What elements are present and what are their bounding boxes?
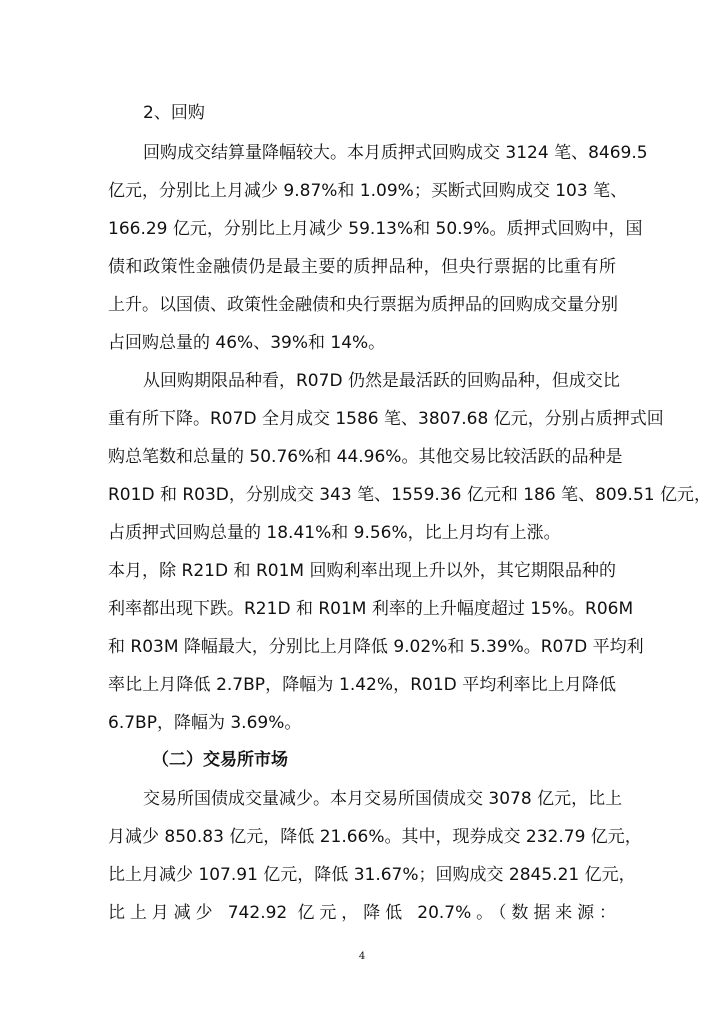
paragraph-3-line: 6.7BP，降幅为 3.69%。	[108, 713, 302, 733]
page-number: 4	[358, 951, 366, 962]
paragraph-2-line: 重有所下降。R07D 全月成交 1586 笔、3807.68 亿元，分别占质押式回	[108, 409, 664, 429]
paragraph-1-line: 上升。以国债、政策性金融债和央行票据为质押品的回购成交量分别	[108, 295, 618, 315]
paragraph-4-line: 比上月减少 742.92 亿元，降低 20.7%。（数据来源：	[108, 903, 616, 923]
paragraph-1-line: 占回购总量的 46%、39%和 14%。	[108, 333, 386, 353]
paragraph-4-line: 比上月减少 107.91 亿元，降低 31.67%；回购成交 2845.21 亿元，	[108, 865, 636, 885]
paragraph-2-line: 占质押式回购总量的 18.41%和 9.56%，比上月均有上涨。	[108, 523, 561, 543]
paragraph-4-line: 交易所国债成交量减少。本月交易所国债成交 3078 亿元，比上	[143, 789, 623, 809]
paragraph-2-line: 购总笔数和总量的 50.76%和 44.96%。其他交易比较活跃的品种是	[108, 447, 623, 467]
paragraph-3-line: 利率都出现下跌。R21D 和 R01M 利率的上升幅度超过 15%。R06M	[108, 599, 634, 619]
paragraph-3-line: 率比上月降低 2.7BP，降幅为 1.42%，R01D 平均利率比上月降低	[108, 675, 616, 695]
paragraph-4-line: 月减少 850.83 亿元，降低 21.66%。其中，现券成交 232.79 亿元，	[108, 827, 642, 847]
subsection-heading: （二）交易所市场	[152, 750, 288, 770]
section-heading: 2、回购	[143, 103, 205, 123]
paragraph-3-line: 本月，除 R21D 和 R01M 回购利率出现上升以外，其它期限品种的	[108, 561, 616, 581]
paragraph-1-line: 166.29 亿元，分别比上月减少 59.13%和 50.9%。质押式回购中，国	[108, 219, 643, 239]
paragraph-1-line: 亿元，分别比上月减少 9.87%和 1.09%；买断式回购成交 103 笔、	[108, 181, 628, 201]
paragraph-1-line: 回购成交结算量降幅较大。本月质押式回购成交 3124 笔、8469.5	[143, 143, 648, 163]
paragraph-2-line: R01D 和 R03D，分别成交 343 笔、1559.36 亿元和 186 笔、809.51 亿元，	[108, 485, 711, 505]
paragraph-3-line: 和 R03M 降幅最大，分别比上月降低 9.02%和 5.39%。R07D 平均利	[108, 637, 644, 657]
paragraph-2-line: 从回购期限品种看，R07D 仍然是最活跃的回购品种，但成交比	[143, 371, 620, 391]
paragraph-1-line: 债和政策性金融债仍是最主要的质押品种，但央行票据的比重有所	[108, 257, 616, 277]
